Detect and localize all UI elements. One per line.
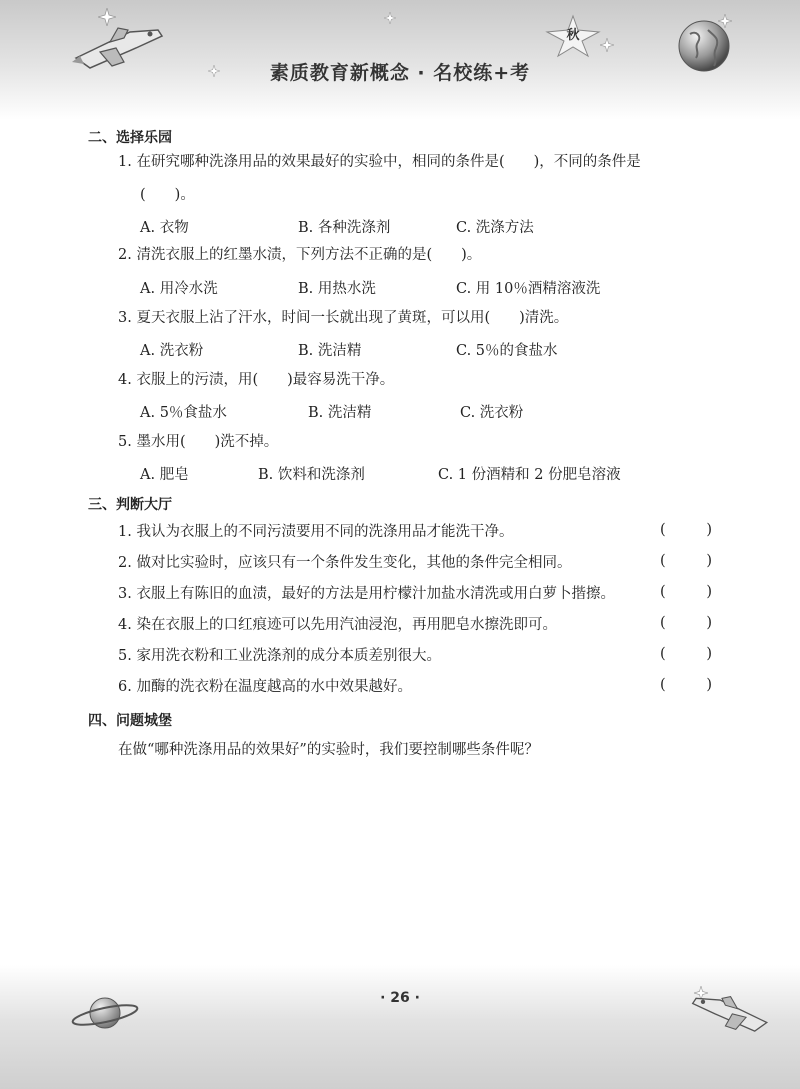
planet-icon — [70, 992, 140, 1034]
question-5-option-c: C. 1 份酒精和 2 份肥皂溶液 — [438, 467, 621, 483]
question-4-option-c: C. 洗衣粉 — [460, 405, 524, 421]
question-2-line-1: 2. 清洗衣服上的红墨水渍，下列方法不正确的是( )。 — [118, 247, 482, 263]
question-4-line-1: 4. 衣服上的污渍，用( )最容易洗干净。 — [118, 372, 395, 388]
judge-item-4: 4. 染在衣服上的口红痕迹可以先用汽油浸泡，再用肥皂水擦洗即可。 — [118, 617, 557, 633]
judge-answer-5[interactable]: ( ) — [660, 646, 712, 662]
judge-item-6: 6. 加酶的洗衣粉在温度越高的水中效果越好。 — [118, 679, 412, 695]
section-title-castle: 四、问题城堡 — [88, 713, 172, 729]
page-number: · 26 · — [380, 990, 420, 1006]
judge-answer-4[interactable]: ( ) — [660, 615, 712, 631]
sparkle-icon — [600, 38, 614, 52]
question-2-option-c: C. 用 10％酒精溶液洗 — [456, 281, 601, 297]
header-title: 素质教育新概念 · 名校练+考 — [269, 62, 531, 84]
question-5-option-a: A. 肥皂 — [140, 467, 189, 483]
sparkle-icon — [384, 12, 396, 24]
question-5-option-b: B. 饮料和洗涤剂 — [258, 467, 365, 483]
question-1-line-2: ( )。 — [140, 187, 195, 203]
judge-item-2: 2. 做对比实验时，应该只有一个条件发生变化，其他的条件完全相同。 — [118, 555, 572, 571]
section-title-judge: 三、判断大厅 — [88, 497, 172, 513]
judge-item-1: 1. 我认为衣服上的不同污渍要用不同的洗涤用品才能洗干净。 — [118, 524, 514, 540]
question-2-option-a: A. 用冷水洗 — [140, 281, 218, 297]
space-shuttle-icon — [690, 988, 772, 1038]
question-3-option-b: B. 洗洁精 — [298, 343, 362, 359]
question-1-option-b: B. 各种洗涤剂 — [298, 220, 391, 236]
castle-question: 在做“哪种洗涤用品的效果好”的实验时，我们要控制哪些条件呢？ — [118, 742, 539, 758]
question-3-line-1: 3. 夏天衣服上沾了汗水，时间一长就出现了黄斑，可以用( )清洗。 — [118, 310, 569, 326]
question-1-option-a: A. 衣物 — [140, 220, 189, 236]
section-title-choice: 二、选择乐园 — [88, 130, 172, 146]
question-3-option-a: A. 洗衣粉 — [140, 343, 204, 359]
question-1-option-c: C. 洗涤方法 — [456, 220, 534, 236]
season-badge: 秋 — [566, 28, 580, 43]
judge-answer-3[interactable]: ( ) — [660, 584, 712, 600]
question-4-option-b: B. 洗洁精 — [308, 405, 372, 421]
question-2-option-b: B. 用热水洗 — [298, 281, 376, 297]
judge-item-3: 3. 衣服上有陈旧的血渍，最好的方法是用柠檬汁加盐水清洗或用白萝卜揩擦。 — [118, 586, 615, 602]
judge-answer-6[interactable]: ( ) — [660, 677, 712, 693]
question-1-line-1: 1. 在研究哪种洗涤用品的效果最好的实验中，相同的条件是( )，不同的条件是 — [118, 154, 641, 170]
judge-answer-1[interactable]: ( ) — [660, 522, 712, 538]
question-4-option-a: A. 5％食盐水 — [140, 405, 227, 421]
judge-item-5: 5. 家用洗衣粉和工业洗涤剂的成分本质差别很大。 — [118, 648, 441, 664]
sparkle-icon — [98, 8, 116, 26]
question-3-option-c: C. 5％的食盐水 — [456, 343, 558, 359]
judge-answer-2[interactable]: ( ) — [660, 553, 712, 569]
question-5-line-1: 5. 墨水用( )洗不掉。 — [118, 434, 279, 450]
